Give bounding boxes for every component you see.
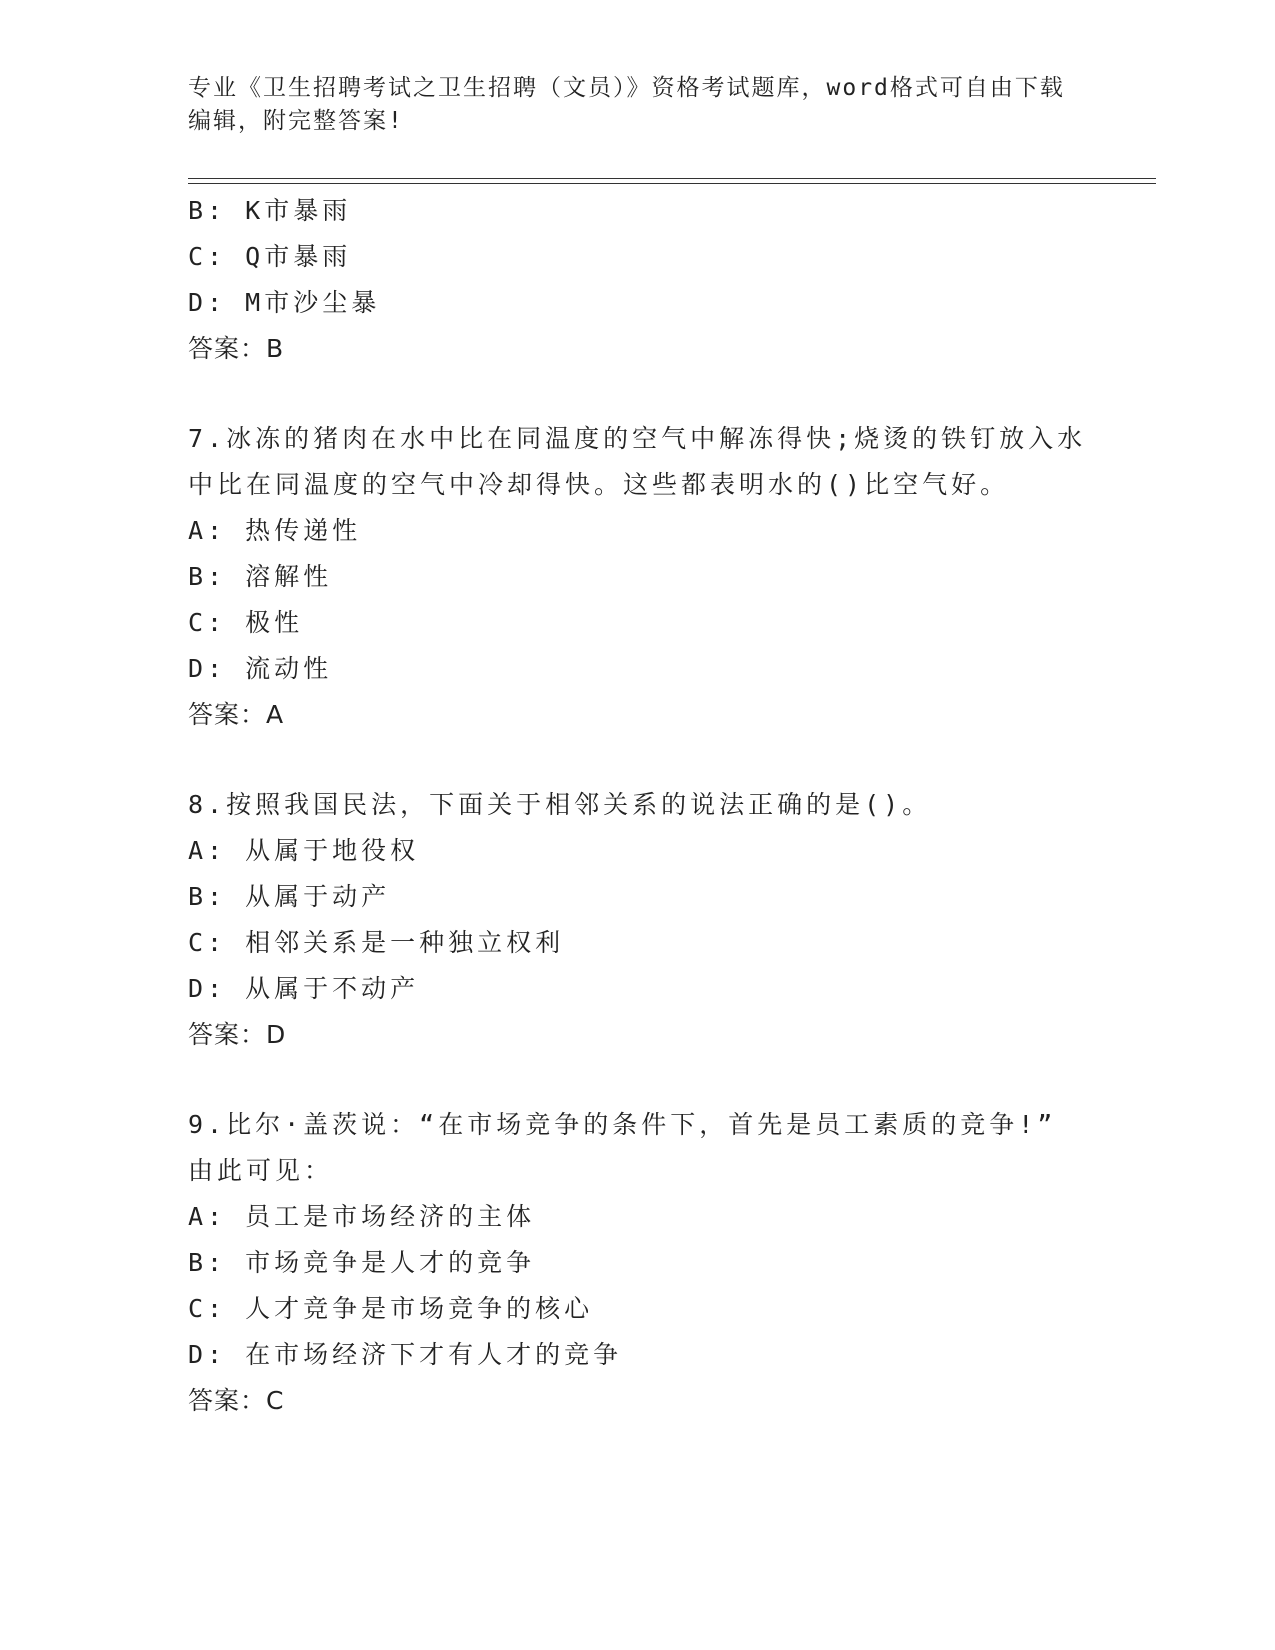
question-stem-line: 7.冰冻的猪肉在水中比在同温度的空气中解冻得快;烧烫的铁钉放入水 bbox=[188, 424, 1087, 453]
header-line-1: 专业《卫生招聘考试之卫生招聘（文员）》资格考试题库，word格式可自由下载 bbox=[188, 75, 1065, 101]
header-line-2: 编辑，附完整答案! bbox=[188, 108, 404, 134]
option-c: C: Q市暴雨 bbox=[188, 242, 352, 271]
question-9 bbox=[188, 1102, 1088, 1424]
question-stem-line: 由此可见： bbox=[188, 1156, 334, 1185]
option-a: A: 员工是市场经济的主体 bbox=[188, 1202, 536, 1231]
option-d: D: 流动性 bbox=[188, 654, 333, 683]
header-divider-bottom bbox=[188, 183, 1156, 184]
question-list bbox=[188, 188, 1088, 1424]
question-stem-line: 9.比尔·盖茨说：“在市场竞争的条件下，首先是员工素质的竞争!” bbox=[188, 1110, 1057, 1139]
option-a: A: 热传递性 bbox=[188, 516, 362, 545]
option-d: D: 在市场经济下才有人才的竞争 bbox=[188, 1340, 623, 1369]
question-stem-line: 8.按照我国民法，下面关于相邻关系的说法正确的是()。 bbox=[188, 790, 932, 819]
question-spacer bbox=[188, 1058, 1088, 1102]
question-spacer bbox=[188, 372, 1088, 416]
previous-question-tail bbox=[188, 188, 1088, 372]
document-header bbox=[188, 72, 1068, 138]
question-spacer bbox=[188, 738, 1088, 782]
option-d: D: 从属于不动产 bbox=[188, 974, 420, 1003]
option-d: D: M市沙尘暴 bbox=[188, 288, 381, 317]
option-b: B: 从属于动产 bbox=[188, 882, 391, 911]
option-c: C: 极性 bbox=[188, 608, 304, 637]
question-7 bbox=[188, 416, 1088, 738]
question-8 bbox=[188, 782, 1088, 1058]
answer-line: 答案：C bbox=[188, 1386, 285, 1415]
option-a: A: 从属于地役权 bbox=[188, 836, 420, 865]
option-b: B: 溶解性 bbox=[188, 562, 333, 591]
option-c: C: 人才竞争是市场竞争的核心 bbox=[188, 1294, 594, 1323]
option-b: B: 市场竞争是人才的竞争 bbox=[188, 1248, 536, 1277]
answer-line: 答案：D bbox=[188, 1020, 287, 1049]
option-c: C: 相邻关系是一种独立权利 bbox=[188, 928, 565, 957]
option-b: B: K市暴雨 bbox=[188, 196, 352, 225]
question-stem-line: 中比在同温度的空气中冷却得快。这些都表明水的()比空气好。 bbox=[188, 470, 1010, 499]
answer-line: 答案：B bbox=[188, 334, 285, 363]
header-divider-top bbox=[188, 178, 1156, 179]
answer-line: 答案：A bbox=[188, 700, 285, 729]
